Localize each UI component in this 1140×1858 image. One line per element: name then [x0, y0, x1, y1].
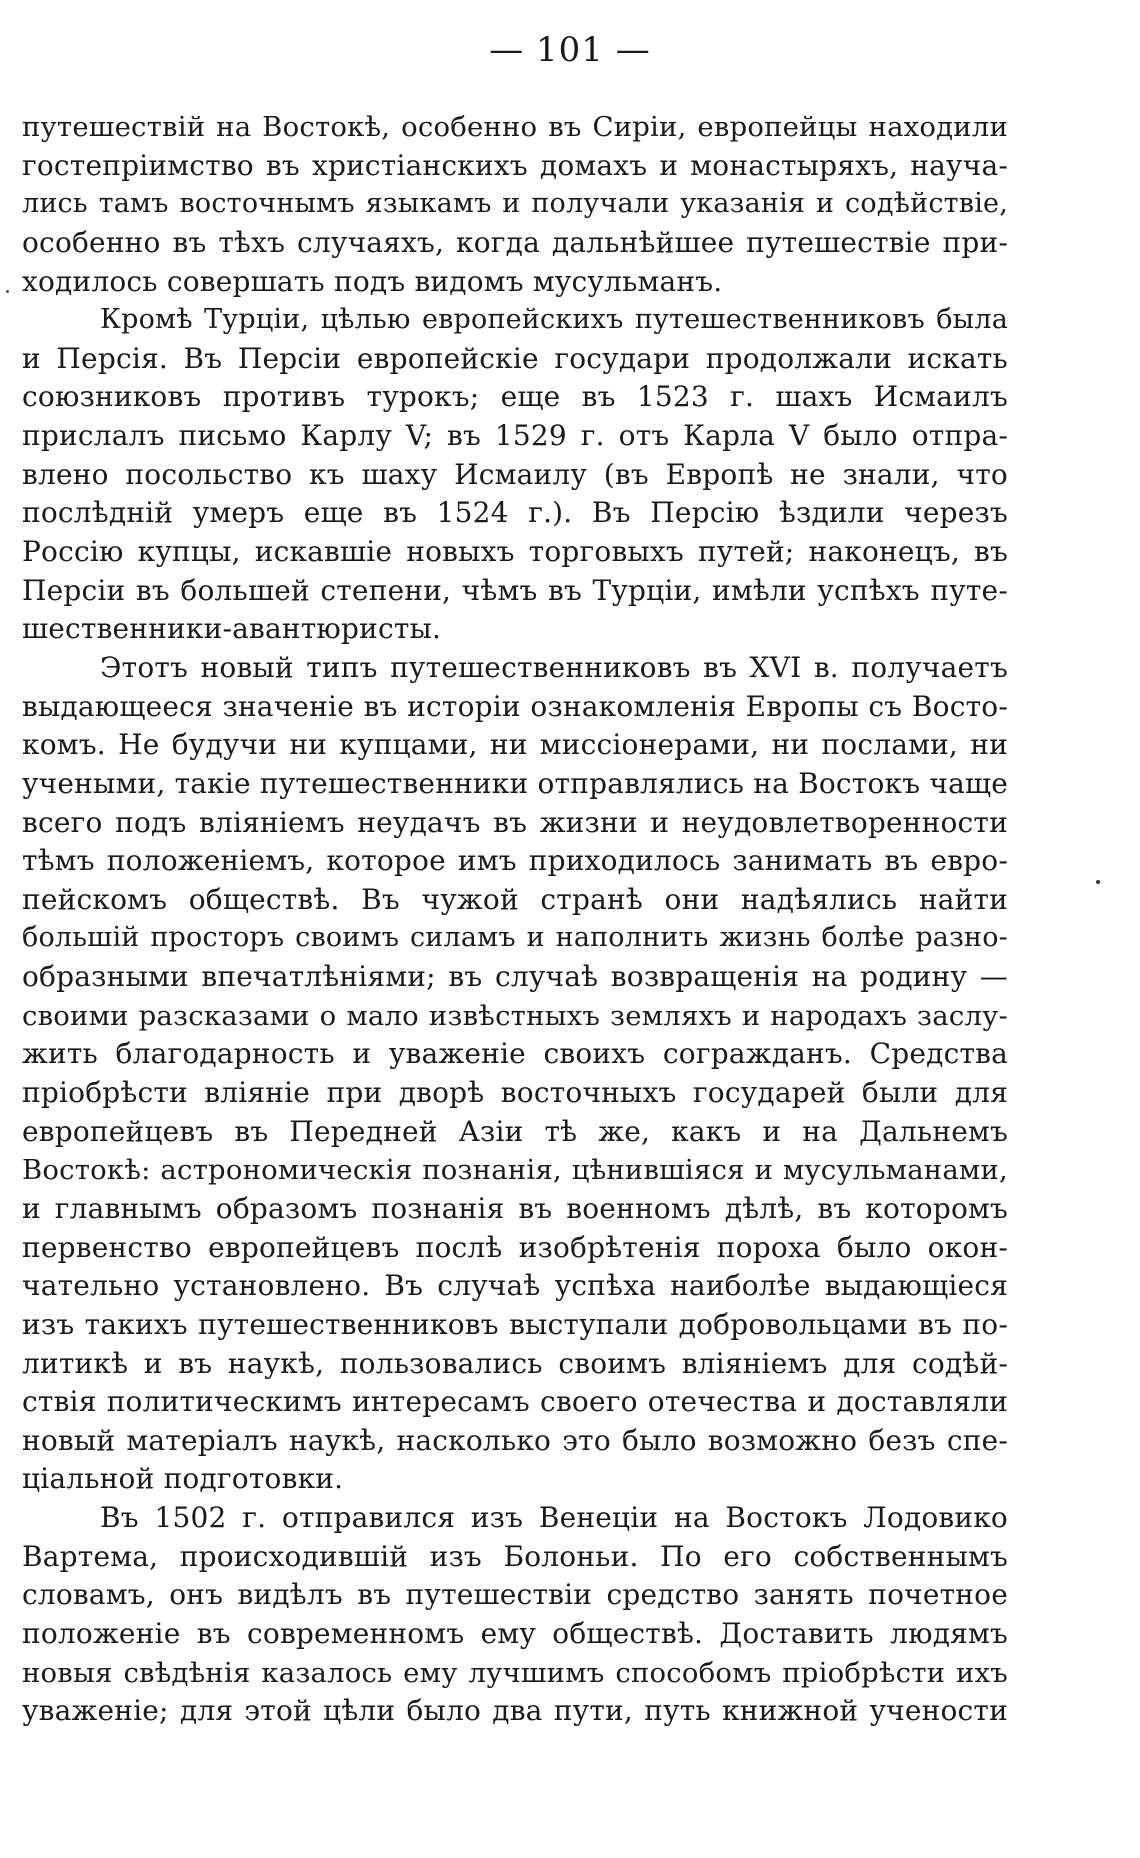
- text-line: шественники-авантюристы.: [22, 612, 442, 646]
- text-line: уваженіе; для этой цѣли было два пути, путь книжной учености: [22, 1694, 1008, 1728]
- paragraph-first-line: Въ 1502 г. отправился изъ Венеціи на Востокъ Лодовико: [100, 1501, 1008, 1535]
- text-line: новыя свѣдѣнія казалось ему лучшимъ способомъ пріобрѣсти ихъ: [22, 1656, 1008, 1689]
- text-line: влено посольство къ шаху Исмаилу (въ Европѣ не знали, что: [22, 457, 1008, 491]
- text-line: европейцевъ въ Передней Азіи тѣ же, какъ и на Дальнемъ: [22, 1114, 1008, 1148]
- text-line: Россію купцы, искавшіе новыхъ торговыхъ путей; наконецъ, въ: [22, 535, 1008, 569]
- text-line: чательно установлено. Въ случаѣ успѣха наиболѣе выдающіеся: [22, 1269, 1008, 1303]
- text-line: тѣмъ положеніемъ, которое имъ приходилось занимать въ евро-: [22, 844, 1008, 878]
- margin-speck: [6, 290, 9, 293]
- text-line: пріобрѣсти вліяніе при дворѣ восточныхъ государей были для: [22, 1076, 1008, 1110]
- text-line: и Персія. Въ Персіи европейскіе государи продолжали искать: [22, 341, 1008, 375]
- text-line: лись тамъ восточнымъ языкамъ и получали указанія и содѣйствіе,: [22, 188, 1008, 220]
- text-line: жить благодарность и уваженіе своихъ согражданъ. Средства: [22, 1037, 1008, 1071]
- text-line: союзниковъ противъ турокъ; еще въ 1523 г. шахъ Исмаилъ: [22, 380, 1008, 414]
- page-number: — 101 —: [489, 30, 651, 70]
- text-line: и главнымъ образомъ познанія въ военномъ дѣлѣ, въ которомъ: [22, 1191, 1008, 1225]
- body-text: [22, 108, 1008, 1731]
- text-line: Вартема, происходившій изъ Болоньи. По его собственнымъ: [22, 1539, 1008, 1573]
- text-line: своими разсказами о мало извѣстныхъ земляхъ и народахъ заслу-: [22, 999, 1008, 1032]
- text-line: изъ такихъ путешественниковъ выступали добровольцами въ по-: [22, 1307, 1008, 1341]
- text-line: первенство европейцевъ послѣ изобрѣтенія пороха было окон-: [22, 1230, 1008, 1264]
- text-line: положеніе въ современномъ ему обществѣ. Доставить людямъ: [22, 1616, 1008, 1650]
- paragraph-first-line: Кромѣ Турціи, цѣлью европейскихъ путешественниковъ была: [100, 304, 1008, 336]
- text-line: выдающееся значеніе въ исторіи ознакомленія Европы съ Восто-: [22, 689, 1008, 723]
- text-line: особенно въ тѣхъ случаяхъ, когда дальнѣйшее путешествіе при-: [22, 225, 1008, 259]
- text-line: послѣдній умеръ еще въ 1524 г.). Въ Персію ѣздили черезъ: [22, 496, 1008, 530]
- text-line: пейскомъ обществѣ. Въ чужой странѣ они надѣялись найти: [22, 882, 1008, 916]
- text-line: всего подъ вліяніемъ неудачъ въ жизни и неудовлетворенности: [22, 805, 1008, 839]
- text-line: прислалъ письмо Карлу V; въ 1529 г. отъ Карла V было отпра-: [22, 419, 1008, 453]
- margin-speck: [1096, 880, 1100, 884]
- text-line: большій просторъ своимъ силамъ и наполнить жизнь болѣе разно-: [22, 922, 1008, 954]
- text-line: образными впечатлѣніями; въ случаѣ возвращенія на родину —: [22, 960, 1008, 994]
- text-line: новый матеріалъ наукѣ, насколько это было возможно безъ спе-: [22, 1423, 1008, 1457]
- text-line: путешествій на Востокѣ, особенно въ Сиріи, европейцы находили: [22, 111, 1008, 143]
- text-line: комъ. Не будучи ни купцами, ни миссіонерами, ни послами, ни: [22, 728, 1008, 762]
- text-line: Персіи въ большей степени, чѣмъ въ Турціи, имѣли успѣхъ путе-: [22, 573, 1008, 607]
- text-line: учеными, такіе путешественники отправлялись на Востокъ чаще: [22, 766, 1008, 800]
- text-line: Востокѣ: астрономическія познанія, цѣнившіяся и мусульманами,: [22, 1154, 1008, 1187]
- paragraph-first-line: Этотъ новый типъ путешественниковъ въ XVI в. получаетъ: [100, 650, 1008, 684]
- text-line: ствія политическимъ интересамъ своего отечества и доставляли: [22, 1385, 1008, 1419]
- text-line: гостепріимство въ христіанскихъ домахъ и монастыряхъ, научa-: [22, 148, 1008, 182]
- text-line: ціальной подготовки.: [22, 1462, 344, 1496]
- text-line: словамъ, онъ видѣлъ въ путешествіи средство занять почетное: [22, 1578, 1008, 1612]
- text-line: ходилось совершать подъ видомъ мусульманъ.: [22, 264, 723, 298]
- text-line: литикѣ и въ наукѣ, пользовались своимъ вліяніемъ для содѣй-: [22, 1346, 1008, 1380]
